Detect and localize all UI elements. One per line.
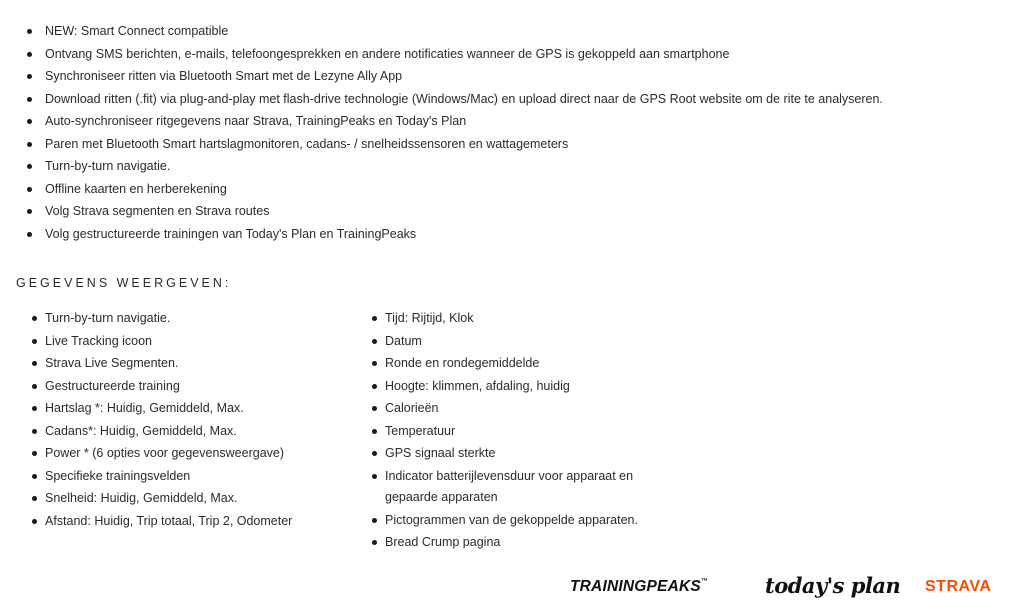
list-item: Hartslag *: Huidig, Gemiddeld, Max. [26, 397, 356, 420]
trademark-mark: ™ [700, 578, 709, 585]
list-item: Volg Strava segmenten en Strava routes [26, 200, 1006, 223]
feature-list [26, 20, 1006, 245]
list-item: Synchroniseer ritten via Bluetooth Smart met de Lezyne Ally App [26, 65, 1006, 88]
list-item: Afstand: Huidig, Trip totaal, Trip 2, Odometer [26, 510, 356, 533]
list-item: Turn-by-turn navigatie. [26, 155, 1006, 178]
list-item: Bread Crump pagina [366, 531, 666, 554]
list-item: Gestructureerde training [26, 375, 356, 398]
list-item: Snelheid: Huidig, Gemiddeld, Max. [26, 487, 356, 510]
trainingpeaks-logo [570, 578, 708, 596]
list-item-text: Indicator batterijlevensduur voor apparaat en gepaarde apparaten [385, 468, 634, 504]
list-item: Cadans*: Huidig, Gemiddeld, Max. [26, 420, 356, 443]
list-item: Specifieke trainingsvelden [26, 465, 356, 488]
trainingpeaks-logo-text: TRAININGPEAKS [570, 578, 701, 595]
list-item: Datum [366, 330, 666, 353]
partner-logos [560, 572, 1010, 604]
list-item: Download ritten (.fit) via plug-and-play met flash-drive technologie (Windows/Mac) en upload direct naar de GPS Root website om de rite te analyseren. [26, 88, 1006, 111]
list-item: Power * (6 opties voor gegevensweergave) [26, 442, 356, 465]
list-item: Tijd: Rijtijd, Klok [366, 307, 666, 330]
display-list-left [26, 307, 356, 532]
list-item: Calorieën [366, 397, 666, 420]
list-item: Turn-by-turn navigatie. [26, 307, 356, 330]
list-item: Ontvang SMS berichten, e-mails, telefoongesprekken en andere notificaties wanneer de GPS is gekoppeld aan smartphone [26, 43, 1006, 66]
list-item: Strava Live Segmenten. [26, 352, 356, 375]
list-item: Volg gestructureerde trainingen van Today's Plan en TrainingPeaks [26, 223, 1006, 246]
list-item: Paren met Bluetooth Smart hartslagmonitoren, cadans- / snelheidssensoren en wattagemeters [26, 133, 1006, 156]
list-item: Hoogte: klimmen, afdaling, huidig [366, 375, 666, 398]
list-item: GPS signaal sterkte [366, 442, 666, 465]
todaysplan-logo: today's plan [765, 573, 901, 598]
list-item: Pictogrammen van de gekoppelde apparaten. [366, 509, 666, 532]
strava-logo: STRAVA [925, 578, 992, 595]
list-item [366, 465, 666, 509]
list-item: Temperatuur [366, 420, 666, 443]
list-item: Live Tracking icoon [26, 330, 356, 353]
display-list-right [366, 307, 666, 554]
list-item: Offline kaarten en herberekening [26, 178, 1006, 201]
list-item: Auto-synchroniseer ritgegevens naar Strava, TrainingPeaks en Today's Plan [26, 110, 1006, 133]
list-item: NEW: Smart Connect compatible [26, 20, 1006, 43]
list-item: Ronde en rondegemiddelde [366, 352, 666, 375]
section-title: GEGEVENS WEERGEVEN: [16, 276, 232, 290]
